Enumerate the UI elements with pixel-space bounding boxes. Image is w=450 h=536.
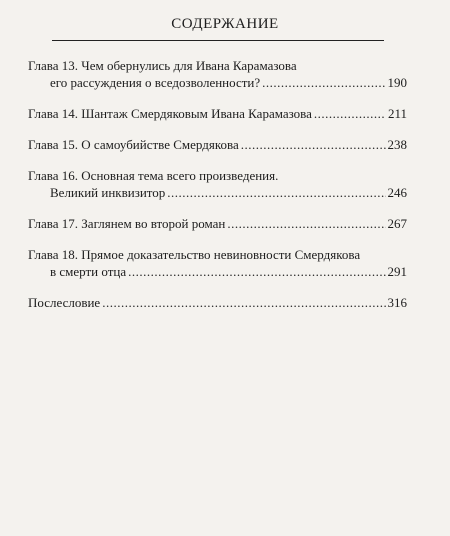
toc-chapter-number: Глава 14. bbox=[28, 106, 79, 121]
toc-page-number: 316 bbox=[387, 295, 407, 310]
toc-chapter-number: Глава 16. bbox=[28, 168, 79, 183]
toc-entry-title-continued: его рассуждения о вседозволенности? bbox=[50, 75, 261, 90]
toc-entry-title: Чем обернулись для Ивана Карамазова bbox=[81, 58, 297, 73]
table-of-contents bbox=[28, 57, 407, 325]
page-title: СОДЕРЖАНИЕ bbox=[171, 16, 279, 32]
toc-entry-chapter-17[interactable] bbox=[28, 215, 407, 232]
dot-leader bbox=[102, 294, 385, 311]
toc-entry-leader-row bbox=[28, 294, 407, 311]
toc-chapter-number: Глава 15. bbox=[28, 137, 79, 152]
dot-leader bbox=[262, 74, 385, 91]
dot-leader bbox=[128, 263, 385, 280]
toc-chapter-number: Глава 13. bbox=[28, 58, 79, 73]
toc-entry-title-line bbox=[28, 215, 225, 232]
toc-page-number: 211 bbox=[387, 106, 407, 121]
header-rule bbox=[52, 40, 384, 41]
toc-entry-leader-row bbox=[28, 263, 407, 280]
toc-page-number: 246 bbox=[387, 185, 407, 200]
toc-entry-leader-row bbox=[28, 136, 407, 153]
toc-entry-title: О самоубийстве Смердякова bbox=[81, 137, 239, 152]
toc-page-number: 190 bbox=[387, 75, 407, 90]
toc-entry-title-line bbox=[28, 57, 407, 74]
toc-entry-title-line bbox=[28, 167, 407, 184]
toc-chapter-number: Глава 18. bbox=[28, 247, 79, 262]
toc-chapter-number: Глава 17. bbox=[28, 216, 79, 231]
toc-entry-title: Послесловие bbox=[28, 295, 101, 310]
toc-entry-title-line bbox=[28, 246, 407, 263]
dot-leader bbox=[241, 136, 386, 153]
dot-leader bbox=[167, 184, 385, 201]
toc-entry-title: Шантаж Смердяковым Ивана Карамазова bbox=[81, 106, 312, 121]
toc-entry-title: Заглянем во второй роман bbox=[81, 216, 226, 231]
toc-entry-title-line bbox=[28, 136, 239, 153]
toc-entry-title-line bbox=[28, 105, 312, 122]
toc-page-number: 291 bbox=[387, 264, 407, 279]
toc-page-number: 267 bbox=[387, 216, 407, 231]
toc-entry-leader-row bbox=[28, 74, 407, 91]
toc-entry-leader-row bbox=[28, 184, 407, 201]
toc-entry-chapter-14[interactable] bbox=[28, 105, 407, 122]
toc-entry-title-continued: Великий инквизитор bbox=[50, 185, 166, 200]
toc-entry-title: Прямое доказательство невиновности Смердякова bbox=[81, 247, 361, 262]
dot-leader bbox=[314, 105, 386, 122]
toc-entry-chapter-13[interactable] bbox=[28, 57, 407, 91]
toc-entry-leader-row bbox=[28, 215, 407, 232]
dot-leader bbox=[227, 215, 385, 232]
toc-entry-title: Основная тема всего произведения. bbox=[81, 168, 279, 183]
toc-entry-chapter-15[interactable] bbox=[28, 136, 407, 153]
toc-entry-chapter-18[interactable] bbox=[28, 246, 407, 280]
toc-entry-afterword[interactable] bbox=[28, 294, 407, 311]
toc-entry-title-continued: в смерти отца bbox=[50, 264, 127, 279]
toc-page-number: 238 bbox=[387, 137, 407, 152]
toc-entry-chapter-16[interactable] bbox=[28, 167, 407, 201]
toc-entry-leader-row bbox=[28, 105, 407, 122]
